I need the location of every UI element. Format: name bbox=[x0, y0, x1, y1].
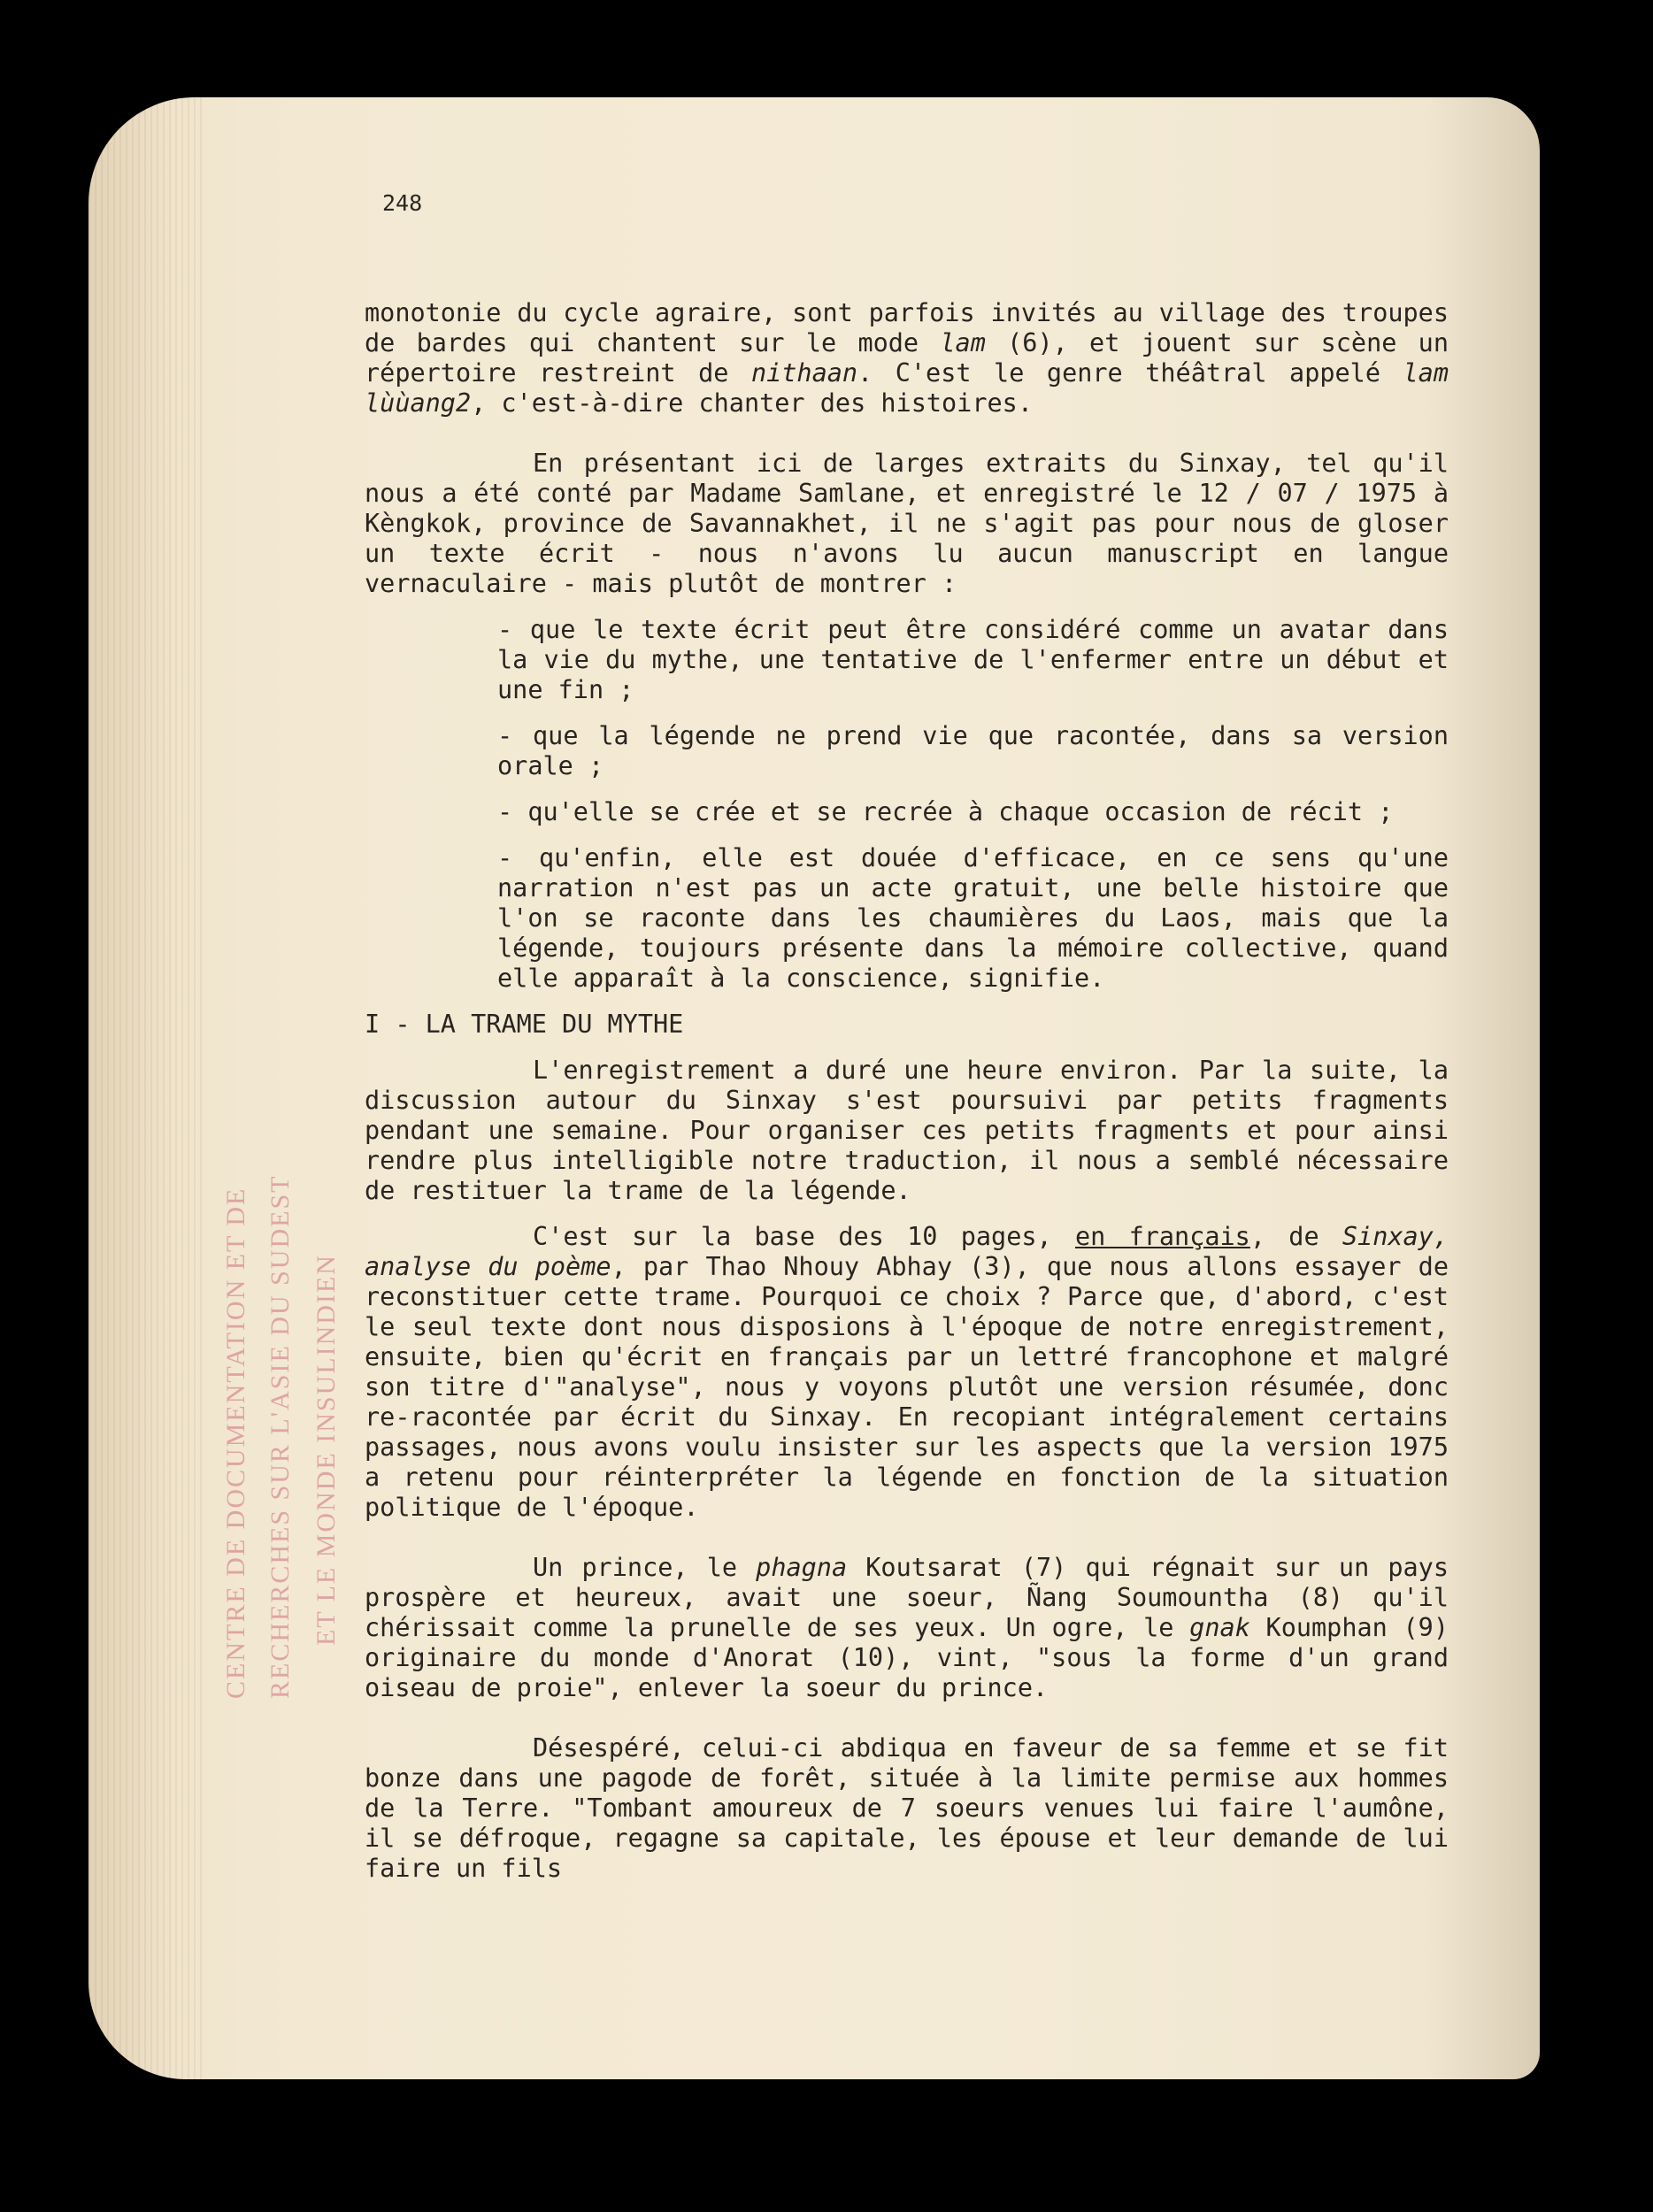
paragraph-2: En présentant ici de larges extraits du Sinxay, tel qu'il nous a été conté par Madame Samlane, et enregistré le 12 / 07 / 1975 à Kèngkok, province de Savannakhet, il ne s'agit pas pour nous de gloser un texte écrit - nous n'avons lu aucun manuscript en langue vernaculaire - mais plutôt de montrer : bbox=[365, 449, 1449, 598]
text-run: Un prince, le bbox=[533, 1553, 757, 1582]
paragraph-1 bbox=[365, 298, 1449, 419]
bullet-item-2: - que la légende ne prend vie que racontée, dans sa version orale ; bbox=[497, 721, 1449, 780]
bullet-item-1: - que le texte écrit peut être considéré comme un avatar dans la vie du mythe, une tentative de l'enfermer entre un début et une fin ; bbox=[497, 615, 1449, 704]
text-run: , par Thao Nhouy Abhay (3), que nous allons essayer de reconstituer cette trame. Pourquoi ce choix ? Parce que, d'abord, c'est le seul texte dont nous disposions à l'époque de notre enregistrement, ensuite, bien qu'écrit en français par un lettré francophone et malgré son titre d'"analyse", nous y voyons plutôt une version résumée, donc re-racontée par écrit du Sinxay. En recopiant intégralement certains passages, nous avons voulu insister sur les aspects que la version 1975 a retenu pour réinterpréter la légende en fonction de la situation politique de l'époque. bbox=[365, 1252, 1449, 1522]
text-run: , c'est-à-dire chanter des histoires. bbox=[471, 388, 1033, 418]
term-lam: lam bbox=[940, 328, 986, 357]
text-run: C'est sur la base des 10 pages, bbox=[533, 1222, 1075, 1251]
term-nithaan: nithaan bbox=[750, 358, 858, 388]
paragraph-6: Désespéré, celui-ci abdiqua en faveur de sa femme et se fit bonze dans une pagode de forêt, située à la limite permise aux hommes de la Terre. "Tombant amoureux de 7 soeurs venues lui faire l'aumône, il se défroque, regagne sa capitale, les épouse et leur demande de lui faire un fils bbox=[365, 1733, 1449, 1883]
page-number: 248 bbox=[382, 190, 423, 216]
text-run: Koutsarat (7) qui régnait sur un pays prospère et heureux, avait une soeur, Ñang Soumountha (8) qu'il chérissait comme la prunelle de ses yeux. Un ogre, le bbox=[365, 1553, 1449, 1642]
term-phagna: phagna bbox=[756, 1553, 848, 1582]
stamp-line-3: ET LE MONDE INSULINDIEN bbox=[311, 1254, 341, 1646]
bullet-item-4: - qu'enfin, elle est douée d'efficace, en ce sens qu'une narration n'est pas un acte gratuit, une belle histoire que l'on se raconte dans les chaumières du Laos, mais que la légende, toujours présente dans la mémoire collective, quand elle apparaît à la conscience, signifie. bbox=[497, 843, 1449, 993]
stamp-line-1: CENTRE DE DOCUMENTATION ET DE bbox=[221, 1187, 250, 1699]
text-run: . C'est le genre théâtral appelé bbox=[857, 358, 1403, 388]
term-gnak: gnak bbox=[1189, 1613, 1250, 1642]
page-edge bbox=[88, 97, 204, 2079]
bullet-item-3: - qu'elle se crée et se recrée à chaque occasion de récit ; bbox=[497, 797, 1394, 826]
text-run: , de bbox=[1249, 1222, 1342, 1251]
section-heading: I - LA TRAME DU MYTHE bbox=[365, 1010, 684, 1039]
paragraph-3: L'enregistrement a duré une heure environ. Par la suite, la discussion autour du Sinxay s'est poursuivi par petits fragments pendant une semaine. Pour organiser ces petits fragments et pour ainsi rendre plus intelligible notre traduction, il nous a semblé nécessaire de restituer la trame de la légende. bbox=[365, 1056, 1449, 1205]
text-run: (6), et jouent sur scène un répertoire restreint de bbox=[365, 328, 1449, 388]
text-run: Koumphan (9) originaire du monde d'Anorat (10), vint, "sous la forme d'un grand oiseau de proie", enlever la soeur du prince. bbox=[365, 1613, 1449, 1702]
term-lam-luuang: lam lùùang2 bbox=[365, 358, 1449, 418]
stamp-line-2: RECHERCHES SUR L'ASIE DU SUDEST bbox=[265, 1174, 295, 1699]
paragraph-4 bbox=[365, 1222, 1449, 1523]
body-text bbox=[365, 298, 1449, 1884]
underlined-en-francais: en français bbox=[1074, 1222, 1250, 1251]
text-run: monotonie du cycle agraire, sont parfois invités au village des troupes de bardes qui chantent sur le mode bbox=[365, 298, 1449, 357]
paragraph-5 bbox=[365, 1553, 1449, 1703]
book-title: Sinxay, analyse du poème bbox=[365, 1222, 1449, 1281]
